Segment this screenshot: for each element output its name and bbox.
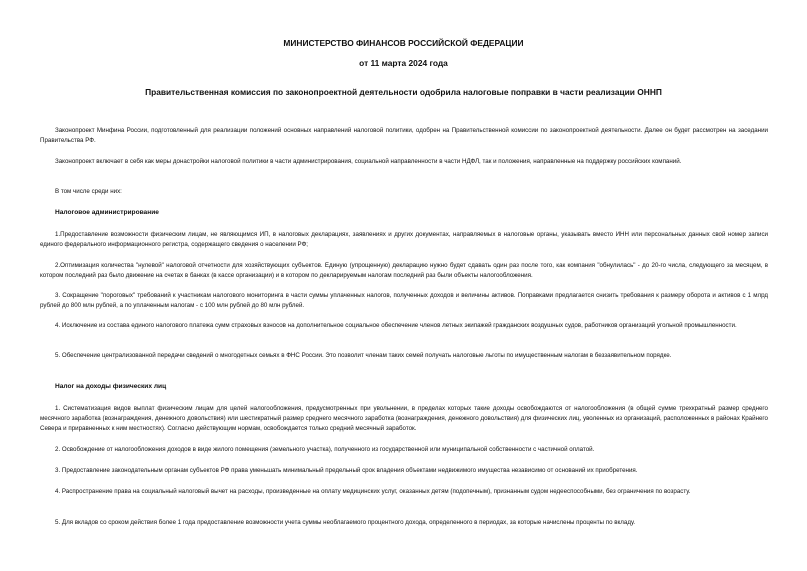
list-item: 2.Оптимизация количества "нулевой" налоговой отчетности для хозяйствующих субъектов. Единую (упрощенную) декларацию нужно будет сдавать один раз после того, как компания "обнулилась" - до 20-го числа, следующего за месяцем, в котором последний раз было движение на счетах в банках (в кассе организации) и в котором по декларируемым налогам последний раз были объекты налогообложения. (40, 262, 768, 279)
document-date: от 11 марта 2024 года (359, 58, 448, 68)
intro-paragraph-1: Законопроект Минфина России, подготовленный для реализации положений основных направлений налоговой политики, одобрен на Правительственной комиссии по законопроектной деятельности. Далее он будет рассмотрен на заседании Правительства РФ. (40, 127, 768, 144)
list-item: 1. Систематизация видов выплат физическим лицам для целей налогообложения, предусмотренных при увольнении, в пределах которых такие доходы освобождаются от налогообложения (в общей сумме трехкратный размер среднего месячного заработка (вознаграждения, денежного довольствия) или шестикратный размер среднего месячного заработка (вознаграждения, денежного довольствия) для физических лиц, уволенных из организаций, расположенных в районах Крайнего Севера и приравненных к ним местностях). Согласно действующим нормам, освобождается только средний месячный заработок. (40, 405, 768, 432)
section-heading-tax-administration: Налоговое администрирование (55, 209, 159, 216)
ministry-heading: МИНИСТЕРСТВО ФИНАНСОВ РОССИЙСКОЙ ФЕДЕРАЦИИ (283, 38, 524, 48)
list-item: 2. Освобождение от налогообложения доходов в виде жилого помещения (земельного участка), полученного из государственной или муниципальной собственности с частичной оплатой. (55, 446, 595, 453)
section-heading-personal-income-tax: Налог на доходы физических лиц (55, 383, 167, 390)
list-item: 1.Предоставление возможности физическим лицам, не являющимся ИП, в налоговых декларациях, заявлениях и других документах, направляемых в налоговые органы, указывать вместо ИНН или персональных данных свой номер записи единого федерального информационного регистра, содержащего сведения о населении РФ; (40, 231, 768, 248)
list-item: 4. Исключение из состава единого налогового платежа сумм страховых взносов на дополнительное социальное обеспечение членов летных экипажей гражданских воздушных судов, работников организаций угольной промышленности. (55, 322, 737, 329)
document-title: Правительственная комиссия по законопроектной деятельности одобрила налоговые поправки в части реализации ОННП (145, 87, 662, 97)
list-item: 4. Распространение права на социальный налоговый вычет на расходы, произведенные на оплату медицинских услуг, оказанных детям (подопечным), признанным судом недееспособными, без ограничения по возрасту. (55, 488, 691, 495)
list-item: 5. Обеспечение централизованной передачи сведений о многодетных семьях в ФНС России. Это позволит членам таких семей получать налоговые льготы по имущественным налогам в беззаявительном порядке. (55, 352, 672, 359)
list-item: 3. Предоставление законодательным органам субъектов РФ права уменьшать минимальный предельный срок владения объектами недвижимого имущества независимо от оснований их приобретения. (55, 467, 638, 474)
intro-paragraph-3: В том числе среди них: (55, 188, 122, 195)
list-item: 3. Сокращение "пороговых" требований к участникам налогового мониторинга в части суммы уплаченных налогов, полученных доходов и величины активов. Поправками предлагается снизить требования к размеру оборота и активов с 1 млрд рублей до 800 млн рублей, а по уплаченным налогам - с 100 млн рублей до 80 млн рублей. (40, 292, 768, 309)
intro-paragraph-2: Законопроект включает в себя как меры донастройки налоговой политики в части администрирования, социальной направленности в части НДФЛ, так и положения, направленные на поддержку российских компаний. (55, 158, 682, 165)
list-item: 5. Для вкладов со сроком действия более 1 года предоставление возможности учета суммы необлагаемого процентного дохода, определенного в периодах, за которые начислены проценты по вкладу. (55, 519, 636, 526)
